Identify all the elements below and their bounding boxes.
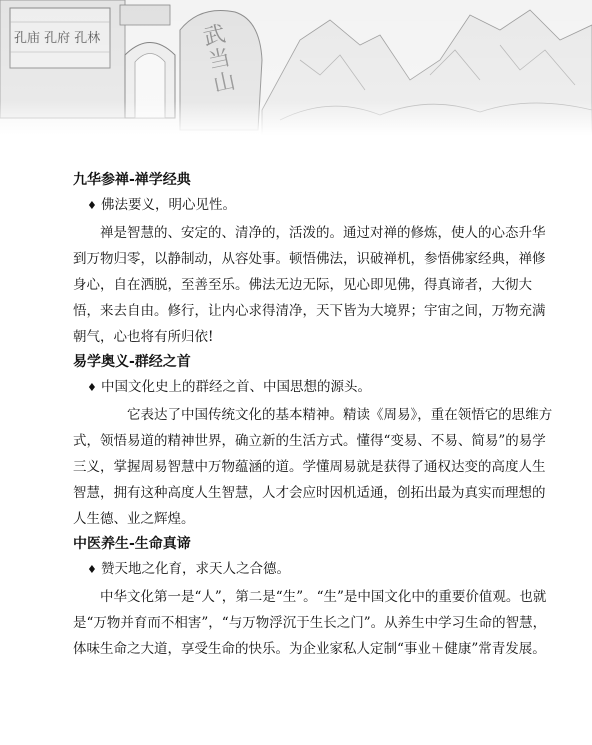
section-zhongyi [73, 534, 553, 662]
diamond-bullet-icon: ♦ [87, 199, 97, 212]
bullet-text: 中国文化史上的群经之首、中国思想的源头。 [101, 379, 371, 395]
bullet-text: 佛法要义，明心见性。 [101, 197, 236, 213]
section-title: 九华参禅-禅学经典 [73, 172, 191, 188]
section-body: 它表达了中国传统文化的基本精神。精读《周易》，重在领悟它的思维方式，领悟易道的精神世界，确立新的生活方式。懂得“变易、不易、简易”的易学三义，掌握周易智慧中万物蕴涵的道。学懂周易就是获得了通权达变的高度人生智慧，拥有这种高度人生智慧，人才会应时因机适通，创拓出最为真实而理想的人生德、业之辉煌。 [73, 407, 553, 527]
banner-sketch-image [0, 0, 592, 135]
bullet-point [87, 195, 553, 216]
bullet-point [87, 377, 553, 398]
article-content [73, 170, 553, 664]
header-banner [0, 0, 592, 135]
bullet-point [87, 559, 553, 580]
section-body: 中华文化第一是“人”，第二是“生”。“生”是中国文化中的重要价值观。也就是“万物并育而不相害”，“与万物浮沉于生长之门”。从养生中学习生命的智慧，体味生命之大道，享受生命的快乐。为企业家私人定制“事业＋健康”常青发展。 [73, 589, 547, 657]
section-body: 禅是智慧的、安定的、清净的，活泼的。通过对禅的修炼，使人的心态升华到万物归零，以静制动，从容处事。顿悟佛法，识破禅机，参悟佛家经典，禅修身心，自在洒脱，至善至乐。佛法无边无际，见心即见佛，得真谛者，大彻大悟，来去自由。修行，让内心求得清净，天下皆为大境界；宇宙之间，万物充满朝气，心也将有所归依! [73, 225, 546, 345]
bullet-text: 赞天地之化育，求天人之合德。 [101, 561, 290, 577]
section-title: 中医养生-生命真谛 [73, 536, 191, 552]
diamond-bullet-icon: ♦ [87, 381, 97, 394]
section-chan [73, 170, 553, 350]
section-yixue [73, 352, 553, 532]
section-title: 易学奥义-群经之首 [73, 354, 191, 370]
diamond-bullet-icon: ♦ [87, 563, 97, 576]
